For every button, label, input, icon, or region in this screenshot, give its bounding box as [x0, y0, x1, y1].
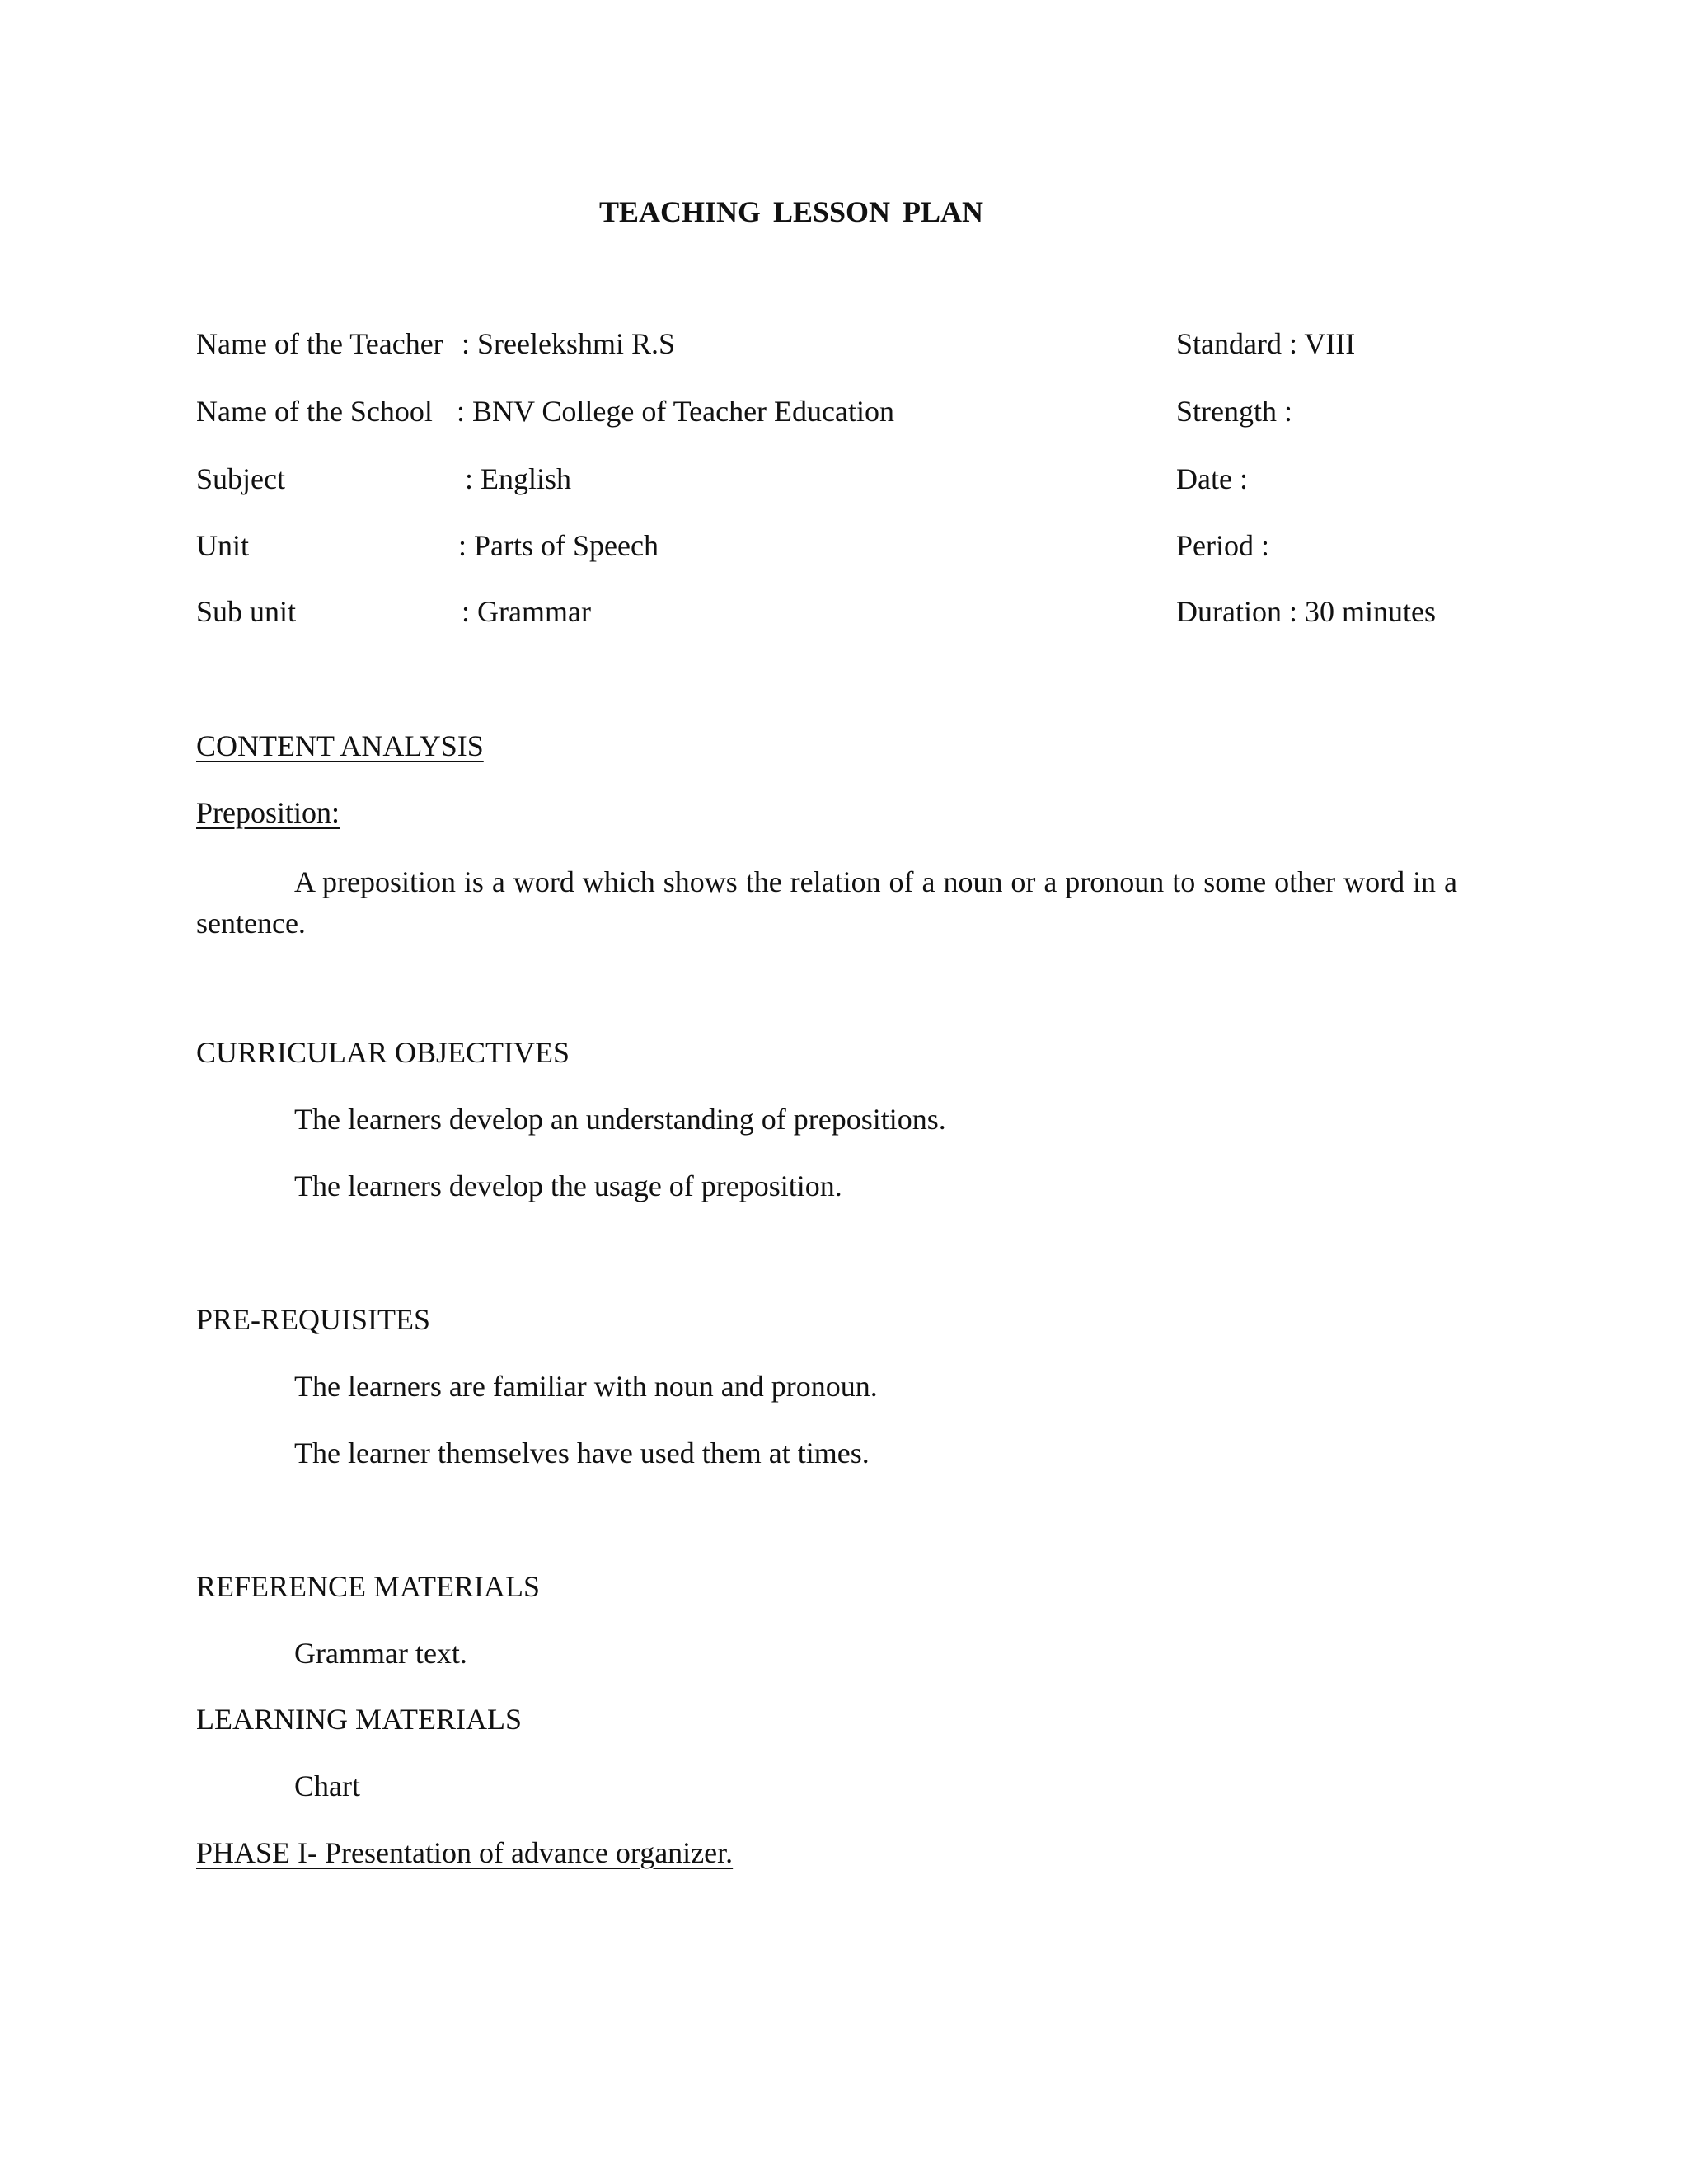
subject-value: : English	[465, 462, 572, 495]
learning-materials-heading: LEARNING MATERIALS	[196, 1703, 522, 1736]
objective-item: The learners develop an understanding of prepositions.	[294, 1103, 946, 1136]
learning-material-item: Chart	[294, 1769, 360, 1802]
duration-field: Duration : 30 minutes	[1176, 595, 1436, 628]
subject-label: Subject	[196, 462, 285, 495]
content-analysis-heading: CONTENT ANALYSIS	[196, 729, 484, 762]
curricular-objectives-heading: CURRICULAR OBJECTIVES	[196, 1036, 570, 1069]
phase-one-heading: PHASE I- Presentation of advance organizer.	[196, 1836, 734, 1869]
school-name-label: Name of the School	[196, 395, 433, 428]
date-field: Date :	[1176, 462, 1248, 495]
school-name-value: : BNV College of Teacher Education	[457, 395, 894, 428]
pre-requisites-heading: PRE-REQUISITES	[196, 1303, 431, 1336]
prerequisite-item: The learner themselves have used them at times.	[294, 1436, 870, 1469]
objective-item: The learners develop the usage of preposition.	[294, 1169, 842, 1202]
strength-field: Strength :	[1176, 395, 1292, 428]
page-title: TEACHING LESSON PLAN	[598, 195, 984, 228]
prerequisite-item: The learners are familiar with noun and pronoun.	[294, 1370, 878, 1403]
preposition-definition: A preposition is a word which shows the relation of a noun or a pronoun to some other word in a sentence.	[196, 865, 1457, 940]
unit-value: : Parts of Speech	[458, 529, 659, 562]
reference-materials-heading: REFERENCE MATERIALS	[196, 1570, 541, 1603]
unit-label: Unit	[196, 529, 250, 562]
preposition-subheading: Preposition:	[196, 796, 340, 829]
standard-field: Standard : VIII	[1176, 327, 1356, 360]
teacher-name-value: : Sreelekshmi R.S	[462, 327, 675, 360]
period-field: Period :	[1176, 529, 1269, 562]
reference-material-item: Grammar text.	[294, 1637, 467, 1670]
subunit-value: : Grammar	[462, 595, 591, 628]
teacher-name-label: Name of the Teacher	[196, 327, 443, 360]
subunit-label: Sub unit	[196, 595, 297, 628]
